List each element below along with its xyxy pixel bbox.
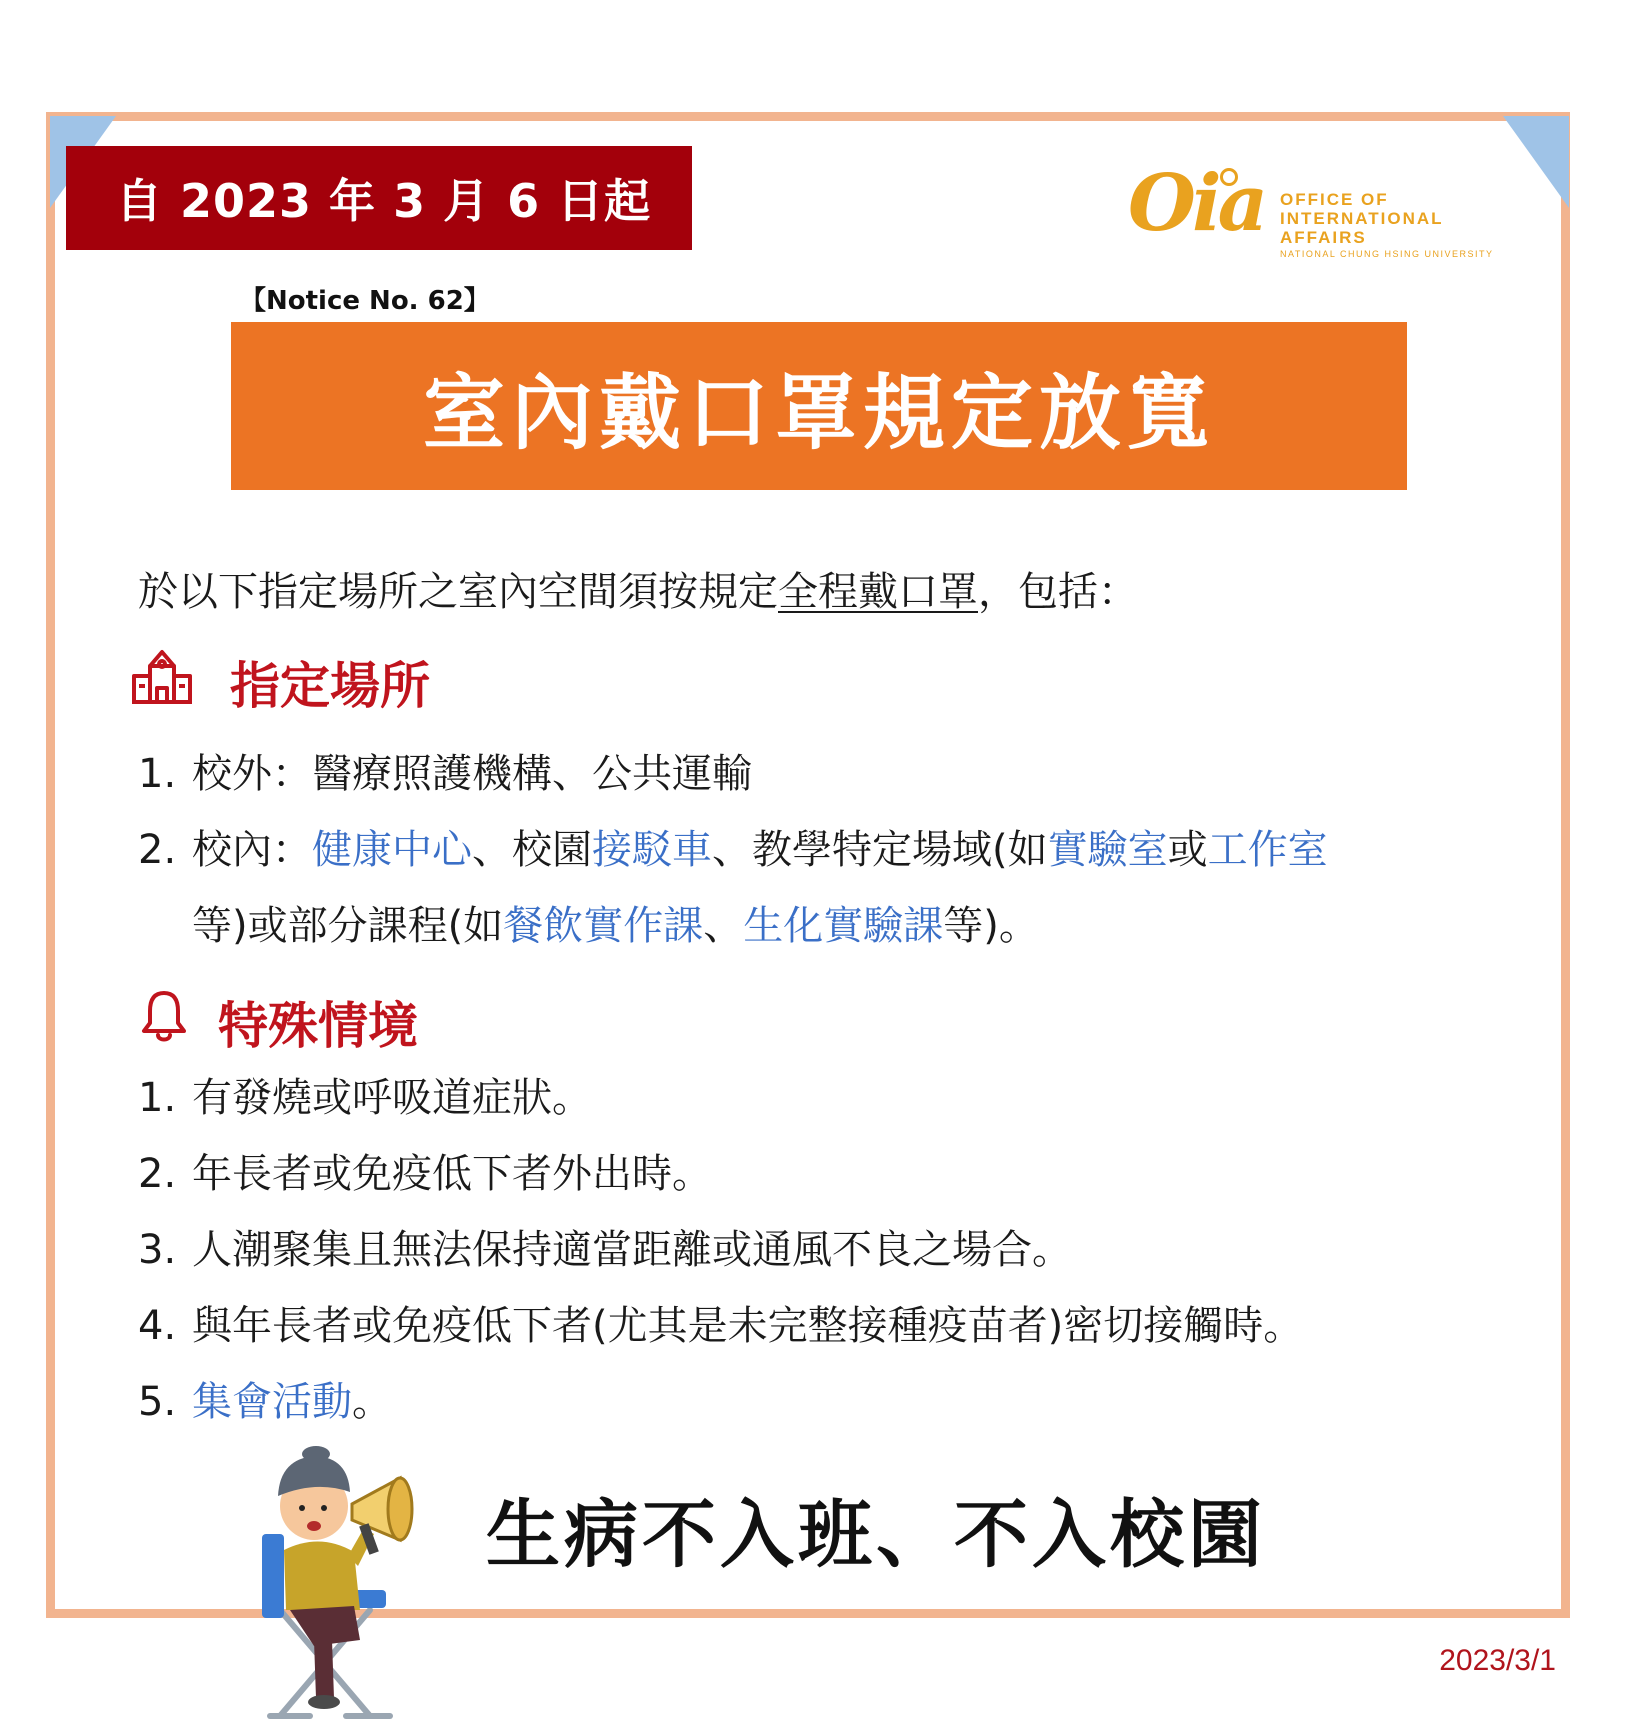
- section-heading-special-situations: [140, 986, 418, 1058]
- section-heading-text: 指定場所: [230, 657, 430, 715]
- list-item-highlight: 工作室: [1207, 827, 1328, 873]
- list-item-segment: 等)或部分課程(如: [192, 903, 504, 949]
- list-item: [138, 1364, 1303, 1440]
- list-item: [138, 1212, 1303, 1288]
- list-item-segment: 。: [352, 1379, 392, 1425]
- list-item-text: 與年長者或免疫低下者(尤其是未完整接種疫苗者)密切接觸時。: [192, 1303, 1304, 1349]
- megaphone-person-illustration: [250, 1440, 450, 1724]
- list-item-segment: 校內：: [192, 827, 312, 873]
- list-item: [138, 736, 1328, 812]
- list-item-number: 4.: [138, 1303, 177, 1349]
- list-item-segment: 、校園: [472, 827, 592, 873]
- list-item-highlight: 餐飲實作課: [503, 903, 704, 949]
- list-item-number: 5.: [138, 1379, 177, 1425]
- oia-logo: [1128, 160, 1528, 260]
- intro-text: [138, 560, 1138, 617]
- list-item-highlight: 集會活動: [192, 1379, 352, 1425]
- list-item-number: 1.: [138, 1075, 177, 1121]
- list-item-number: 2.: [138, 827, 177, 873]
- logo-line-1: OFFICE OF: [1280, 190, 1389, 209]
- effective-date-banner: 自 2023 年 3 月 6 日起: [66, 146, 692, 250]
- list-item-text: 年長者或免疫低下者外出時。: [192, 1151, 712, 1197]
- logo-line-3: NATIONAL CHUNG HSING UNIVERSITY: [1280, 249, 1494, 259]
- notice-number: 【Notice No. 62】: [240, 286, 490, 316]
- list-item-segment: 或: [1167, 827, 1208, 873]
- list-item-number: 3.: [138, 1227, 177, 1273]
- intro-prefix: 於以下指定場所之室內空間須按規定: [138, 569, 778, 615]
- section-heading-designated-places: [130, 646, 430, 718]
- list-item-segment: 、: [703, 903, 744, 949]
- page-title: 室內戴口罩規定放寬: [231, 322, 1407, 490]
- logo-line-2: INTERNATIONAL AFFAIRS: [1280, 209, 1444, 247]
- list-item-highlight: 健康中心: [312, 827, 472, 873]
- list-item: [138, 1136, 1303, 1212]
- list-item-number: 1.: [138, 751, 177, 797]
- list-item: [138, 1060, 1303, 1136]
- list-item-segment: 等)。: [943, 903, 1039, 949]
- intro-underlined: 全程戴口罩: [778, 569, 978, 615]
- list-item: [138, 812, 1328, 964]
- bell-icon: [140, 989, 188, 1055]
- slogan: 生病不入班、不入校園: [486, 1492, 1266, 1578]
- list-item-text: 校外：醫療照護機構、公共運輸: [192, 751, 752, 797]
- list-item-text: 有發燒或呼吸道症狀。: [192, 1075, 592, 1121]
- section-heading-text: 特殊情境: [218, 997, 418, 1055]
- list-item: [138, 1288, 1303, 1364]
- list-item-highlight: 生化實驗課: [743, 903, 944, 949]
- list-item-line-1: [192, 812, 1328, 888]
- list-item-line-2: [192, 888, 1328, 964]
- intro-suffix: ，包括：: [978, 569, 1138, 615]
- oia-logo-mark: Oia: [1128, 158, 1265, 249]
- list-item-text: 人潮聚集且無法保持適當距離或通風不良之場合。: [192, 1227, 1072, 1273]
- school-building-icon: [130, 646, 194, 718]
- list-item-number: 2.: [138, 1151, 177, 1197]
- publish-date: 2023/3/1: [1439, 1644, 1556, 1677]
- list-item-highlight: 接駁車: [592, 827, 712, 873]
- list-item-segment: 、教學特定場域(如: [712, 827, 1048, 873]
- logo-text: [1280, 190, 1528, 261]
- special-situations-list: [138, 1060, 1303, 1440]
- list-item-highlight: 實驗室: [1047, 827, 1168, 873]
- designated-places-list: [138, 736, 1328, 964]
- logo-globe-icon: [1220, 168, 1238, 186]
